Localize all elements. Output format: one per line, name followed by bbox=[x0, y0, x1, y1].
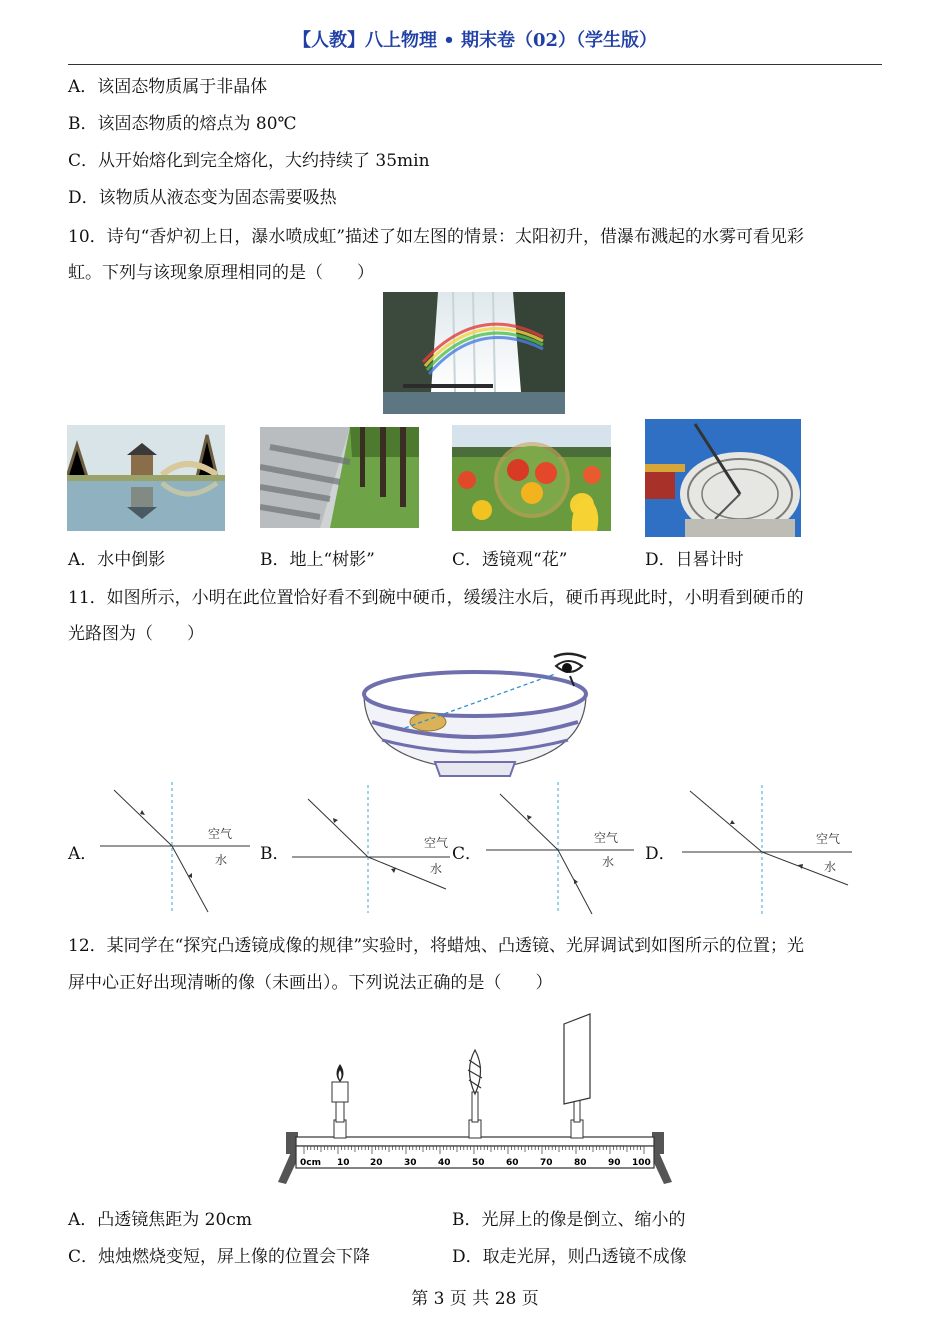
q11-option-b-letter: B． bbox=[260, 844, 290, 864]
q11-diagram-a bbox=[100, 782, 255, 917]
tree-shadow-photo bbox=[260, 427, 419, 528]
waterfall-rainbow-photo bbox=[383, 292, 565, 414]
q10-option-a: A．水中倒影 bbox=[68, 550, 166, 570]
lens-flower-photo bbox=[452, 425, 611, 531]
ruler-label-60: 60 bbox=[506, 1158, 519, 1168]
q11-d-water-label: 水 bbox=[824, 860, 837, 874]
ruler-label-20: 20 bbox=[370, 1158, 383, 1168]
q11-option-c-letter: C． bbox=[452, 844, 483, 864]
ruler-label-0: 0cm bbox=[300, 1158, 321, 1168]
ruler-label-40: 40 bbox=[438, 1158, 451, 1168]
q11-d-air-label: 空气 bbox=[816, 832, 841, 846]
q10-option-d: D．日晷计时 bbox=[645, 550, 744, 570]
q11-option-a-letter: A． bbox=[68, 844, 98, 864]
ruler-label-30: 30 bbox=[404, 1158, 417, 1168]
optical-bench-diagram bbox=[270, 1010, 680, 1190]
q11-a-water-label: 水 bbox=[215, 853, 228, 867]
ruler-label-100: 100 bbox=[632, 1158, 651, 1168]
q11-c-water-label: 水 bbox=[602, 855, 615, 869]
q9-option-d: D．该物质从液态变为固态需要吸热 bbox=[68, 188, 337, 208]
reflection-pavilion-photo bbox=[67, 425, 225, 531]
page-header: 【人教】八上物理 • 期末卷（02）（学生版） bbox=[292, 30, 658, 51]
q12-option-b: B．光屏上的像是倒立、缩小的 bbox=[452, 1210, 686, 1230]
q11-diagram-b bbox=[292, 785, 452, 915]
q9-option-a: A．该固态物质属于非晶体 bbox=[68, 77, 268, 97]
ruler-label-80: 80 bbox=[574, 1158, 587, 1168]
q9-option-b: B．该固态物质的熔点为 80℃ bbox=[68, 114, 297, 134]
q10-stem-line1: 10．诗句“香炉初上日，瀑水喷成虹”描述了如左图的情景：太阳初升，借瀑布溅起的水雾可看见彩 bbox=[68, 227, 805, 247]
q11-diagram-c bbox=[486, 782, 636, 917]
ruler-label-90: 90 bbox=[608, 1158, 621, 1168]
sundial-photo bbox=[645, 419, 801, 537]
q12-stem-line2: 屏中心正好出现清晰的像（未画出）。下列说法正确的是（ ） bbox=[68, 973, 553, 993]
ruler-label-10: 10 bbox=[337, 1158, 350, 1168]
q11-b-water-label: 水 bbox=[430, 862, 443, 876]
q11-option-d-letter: D． bbox=[645, 844, 676, 864]
q11-c-air-label: 空气 bbox=[594, 831, 619, 845]
q11-stem-line2: 光路图为（ ） bbox=[68, 624, 204, 644]
q9-option-c: C．从开始熔化到完全熔化，大约持续了 35min bbox=[68, 151, 430, 171]
q11-a-air-label: 空气 bbox=[208, 827, 233, 841]
q12-option-a: A．凸透镜焦距为 20cm bbox=[68, 1210, 252, 1230]
q10-option-b: B．地上“树影” bbox=[260, 550, 375, 570]
header-rule bbox=[68, 64, 882, 65]
page-footer: 第 3 页 共 28 页 bbox=[411, 1289, 539, 1309]
bowl-coin-diagram bbox=[360, 652, 590, 780]
ruler-label-70: 70 bbox=[540, 1158, 553, 1168]
ruler-label-50: 50 bbox=[472, 1158, 485, 1168]
q12-option-d: D．取走光屏，则凸透镜不成像 bbox=[452, 1247, 687, 1267]
q10-option-c: C．透镜观“花” bbox=[452, 550, 568, 570]
q11-b-air-label: 空气 bbox=[424, 836, 449, 850]
q11-stem-line1: 11．如图所示，小明在此位置恰好看不到碗中硬币，缓缓注水后，硬币再现此时，小明看到硬币的 bbox=[68, 588, 804, 608]
q12-option-c: C．烛烛燃烧变短，屏上像的位置会下降 bbox=[68, 1247, 371, 1267]
q10-stem-line2: 虹。下列与该现象原理相同的是（ ） bbox=[68, 263, 374, 283]
q12-stem-line1: 12．某同学在“探究凸透镜成像的规律”实验时，将蜡烛、凸透镜、光屏调试到如图所示的位置；光 bbox=[68, 936, 805, 956]
q11-diagram-d bbox=[682, 785, 854, 920]
